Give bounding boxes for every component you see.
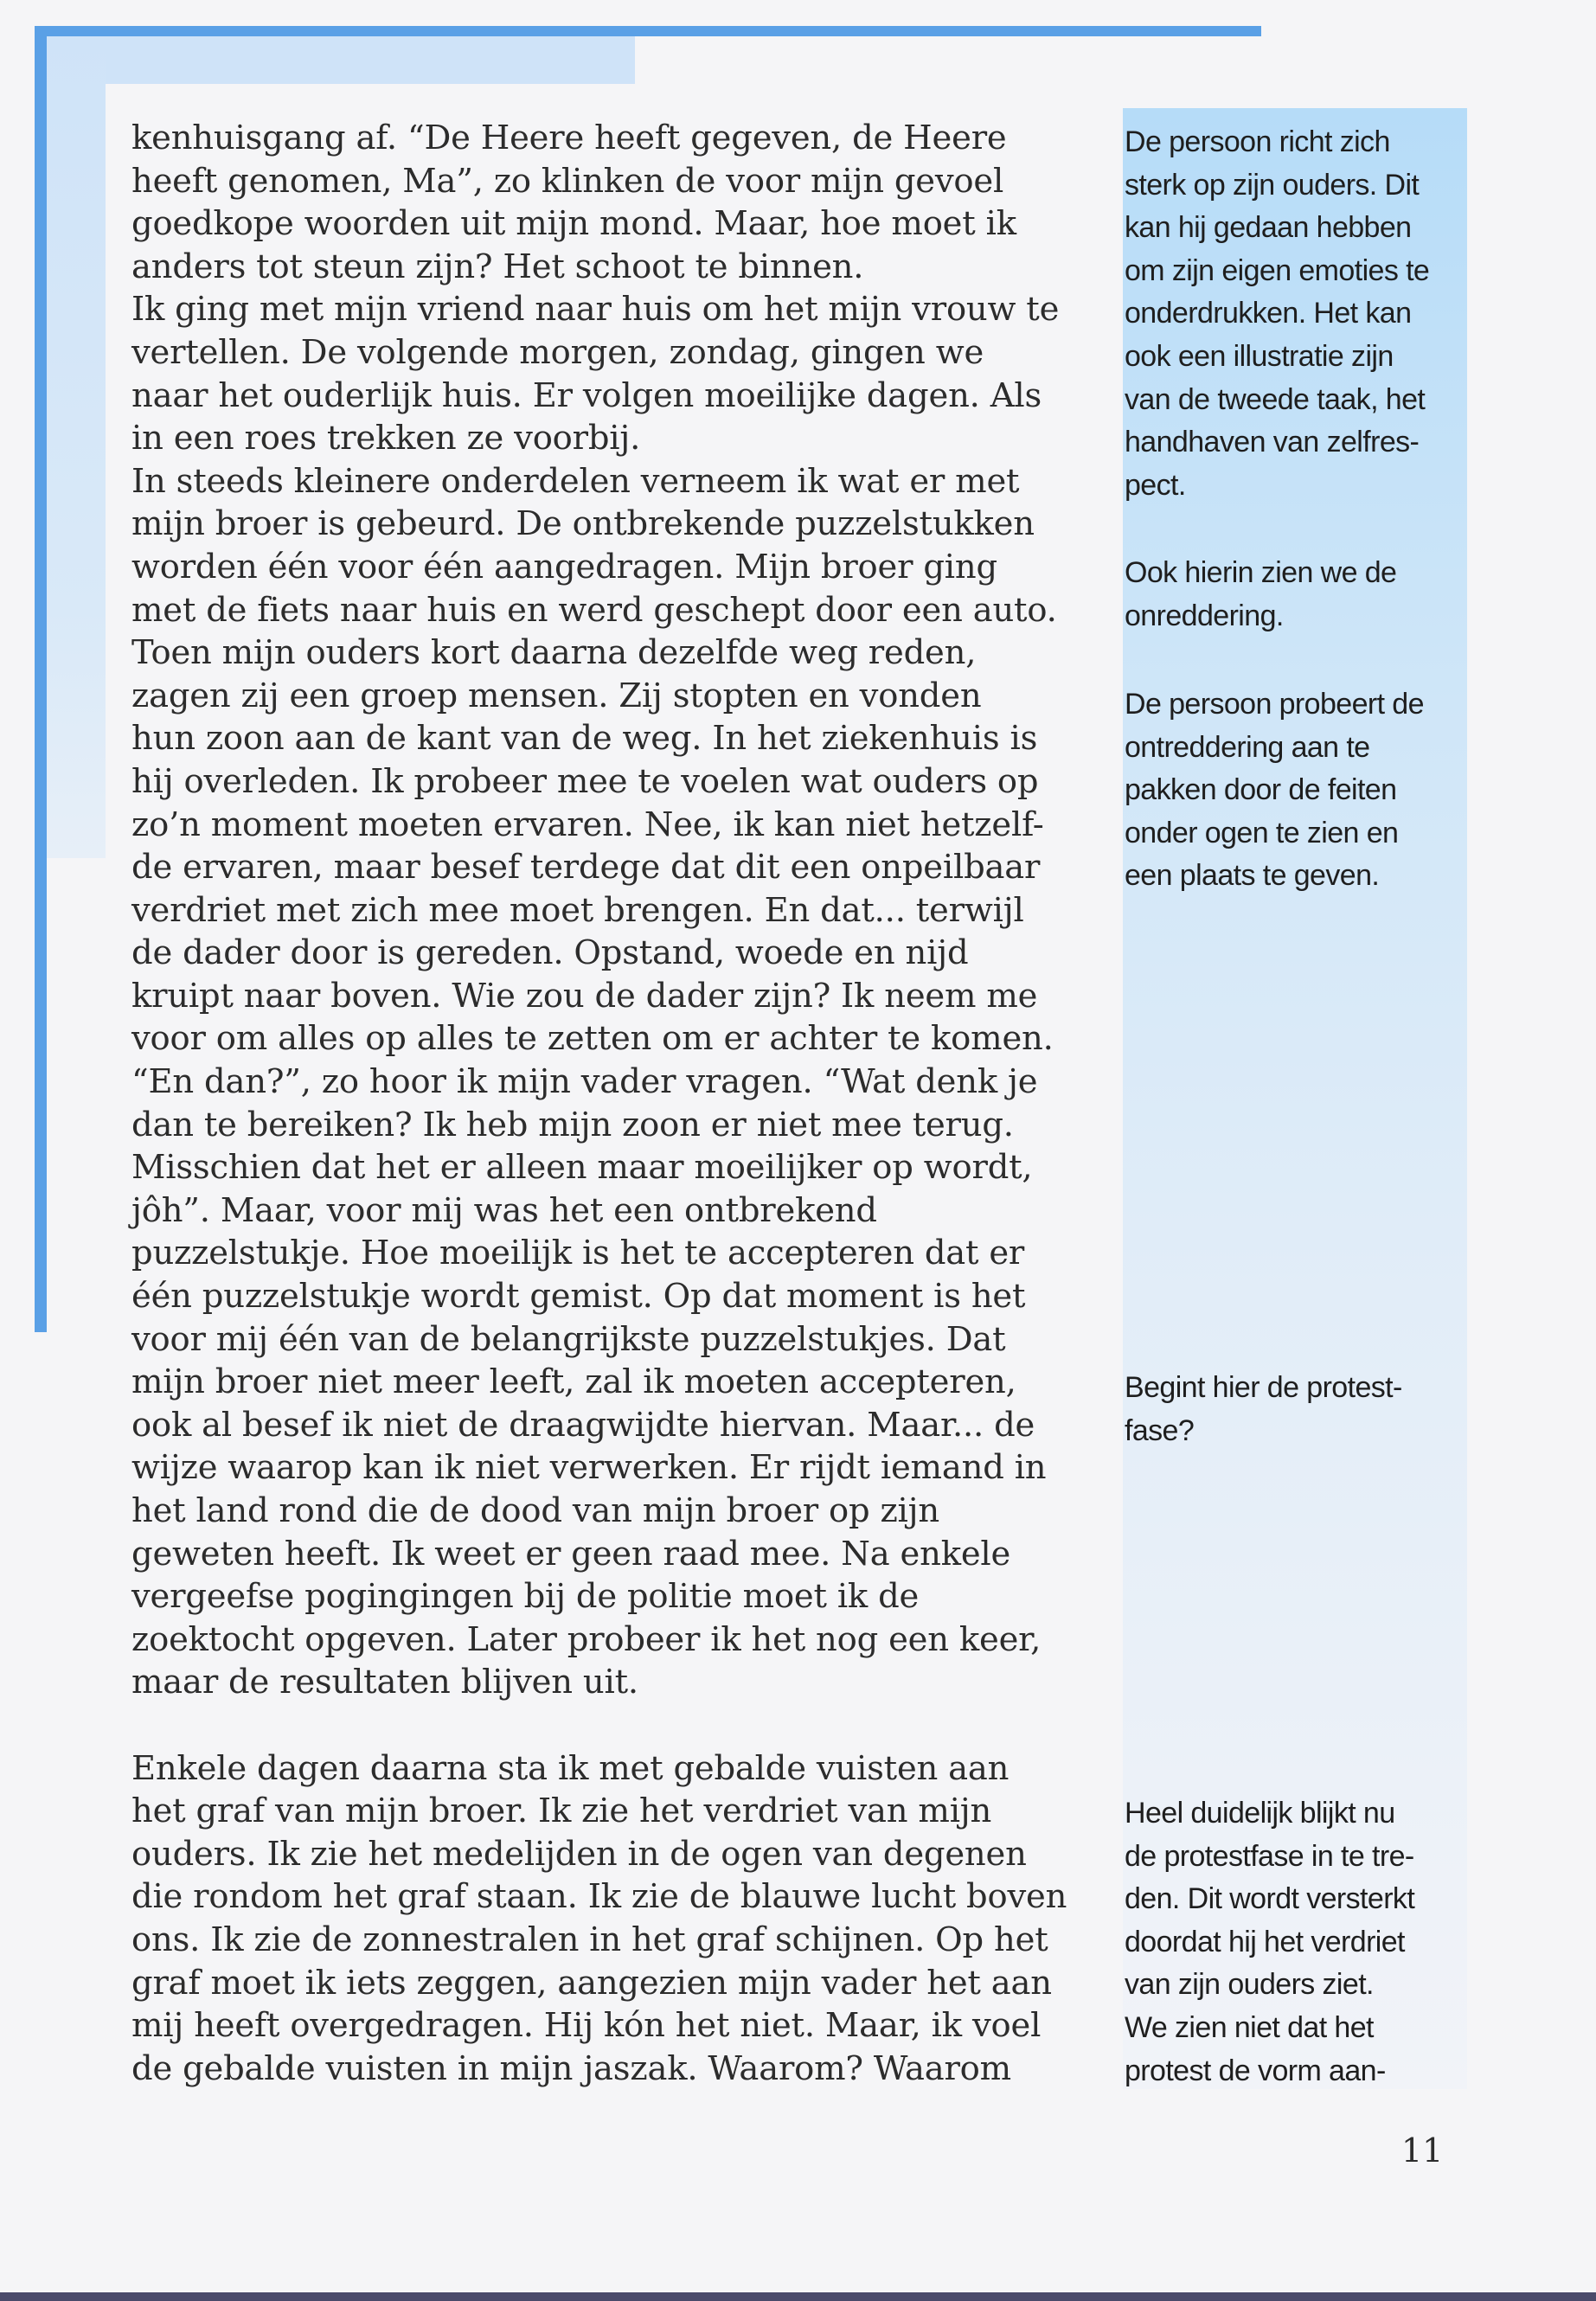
body-paragraph-1: kenhuisgang af. “De Heere heeft gegeven, de Heere heeft genomen, Ma”, zo klinken de voor mijn gevoel goedkope woorden uit mijn mond. Maar, hoe moet ik anders tot steun zijn? Het schoot te binnen. Ik ging met mijn vriend naar huis om het mijn vrouw te vertellen. De volgende morgen, zondag, gingen we naar het ouderlijk huis. Er volgen moeilijke dagen. Als in een roes trekken ze voorbij. In steeds kleinere onderdelen verneem ik wat er met mijn broer is gebeurd. De ontbrekende puzzelstukken worden één voor één aangedragen. Mijn broer ging met de fiets naar huis en werd geschept door een auto. Toen mijn ouders kort daarna dezelfde weg reden, zagen zij een groep mensen. Zij stopten en vonden hun zoon aan de kant van de weg. In het ziekenhuis is hij overleden. Ik probeer mee te voelen wat ouders op zo’n moment moeten ervaren. Nee, ik kan niet hetzelf- de ervaren, maar besef terdege dat dit een onpeilbaar verdriet met zich mee moet brengen. En dat... terwijl de dader door is gereden. Opstand, woede en nijd kruipt naar boven. Wie zou de dader zijn? Ik neem me voor om alles op alles te zetten om er achter te komen. “En dan?”, zo hoor ik mijn vader vragen. “Wat denk je dan te bereiken? Ik heb mijn zoon er niet mee terug. Misschien dat het er alleen maar moeilijker op wordt, jôh”. Maar, voor mij was het een ontbrekend puzzelstukje. Hoe moeilijk is het te accepteren dat er één puzzelstukje wordt gemist. Op dat moment is het voor mij één van de belangrijkste puzzelstukjes. Dat mijn broer niet meer leeft, zal ik moeten accepteren, ook al besef ik niet de draagwijdte hiervan. Maar... de wijze waarop kan ik niet verwerken. Er rijdt iemand in het land rond die de dood van mijn broer op zijn geweten heeft. Ik weet er geen raad mee. Na enkele vergeefse pogingingen bij de politie moet ik de zoektocht opgeven. Later probeer ik het nog een keer, maar de resultaten blijven uit. xyxy=(131,119,1060,1702)
top-accent-rule xyxy=(35,26,1261,36)
main-text-column xyxy=(131,117,1092,2090)
margin-note-4: Begint hier de protest- fase? xyxy=(1125,1371,1402,1447)
page-number: 11 xyxy=(1401,2131,1444,2170)
margin-note-1: De persoon richt zich sterk op zijn ouders. Dit kan hij gedaan hebben om zijn eigen emoties te onderdrukken. Het kan ook een illustratie zijn van de tweede taak, het handhaven van zelfres- pect. xyxy=(1125,125,1430,502)
margin-note-2: Ook hierin zien we de onreddering. xyxy=(1125,556,1397,632)
margin-note-3: De persoon probeert de ontreddering aan te pakken door de feiten onder ogen te zien en een plaats te geven. xyxy=(1125,688,1424,893)
margin-note-5: Heel duidelijk blijkt nu de protestfase in te tre- den. Dit wordt versterkt doordat hij het verdriet van zijn ouders ziet. We zien niet dat het protest de vorm aan- xyxy=(1125,1797,1415,2087)
left-accent-rule xyxy=(35,26,47,1332)
body-paragraph-2: Enkele dagen daarna sta ik met gebalde vuisten aan het graf van mijn broer. Ik zie het verdriet van mijn ouders. Ik zie het medelijden in de ogen van degenen die rondom het graf staan. Ik zie de blauwe lucht boven ons. Ik zie de zonnestralen in het graf schijnen. Op het graf moet ik iets zeggen, aangezien mijn vader het aan mij heeft overgedragen. Hij kón het niet. Maar, ik voel de gebalde vuisten in mijn jaszak. Waarom? Waarom xyxy=(131,1748,1067,2088)
page-bottom-edge xyxy=(0,2292,1596,2301)
header-tint-block xyxy=(47,36,635,84)
left-tint-column xyxy=(47,36,106,858)
